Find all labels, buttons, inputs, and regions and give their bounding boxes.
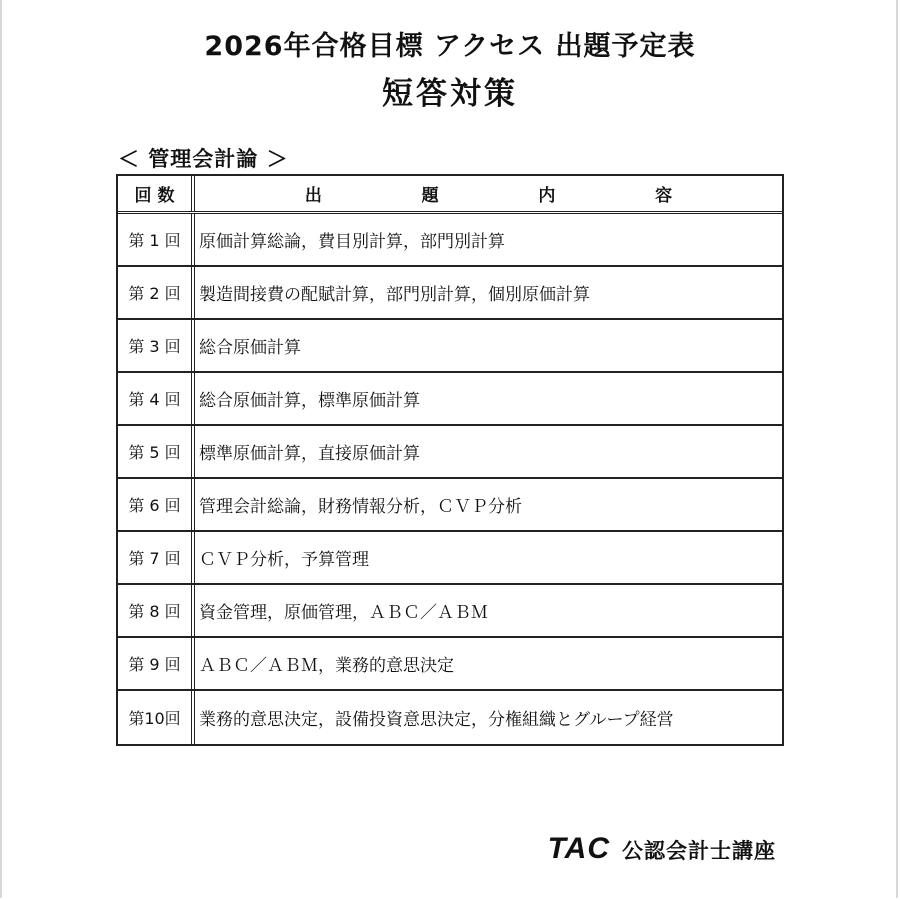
content-cell: 総合原価計算，標準原価計算 bbox=[199, 391, 420, 411]
round-cell: 第 4 回 bbox=[118, 373, 195, 424]
table-row bbox=[118, 426, 782, 479]
content-cell: 標準原価計算，直接原価計算 bbox=[199, 444, 420, 464]
content-cell: 業務的意思決定，設備投資意思決定，分権組織とグループ経営 bbox=[199, 710, 674, 730]
round-cell: 第 3 回 bbox=[118, 320, 195, 371]
tac-logo: TAC bbox=[547, 832, 610, 865]
header-content bbox=[195, 176, 782, 211]
content-cell: 資金管理，原価管理，ＡＢＣ／ＡＢＭ bbox=[199, 603, 488, 623]
content-cell: 管理会計総論，財務情報分析，ＣＶＰ分析 bbox=[199, 497, 522, 517]
header-content-char: 内 bbox=[538, 186, 556, 206]
footer-course-name: 公認会計士講座 bbox=[622, 839, 776, 863]
table-row bbox=[118, 479, 782, 532]
table-row bbox=[118, 373, 782, 426]
round-cell: 第 1 回 bbox=[118, 214, 195, 265]
content-cell: 原価計算総論，費目別計算，部門別計算 bbox=[199, 232, 505, 252]
round-cell: 第 7 回 bbox=[118, 532, 195, 583]
table-row bbox=[118, 585, 782, 638]
content-cell: ＡＢＣ／ＡＢＭ，業務的意思決定 bbox=[199, 656, 454, 676]
header-content-char: 出 bbox=[304, 186, 322, 206]
content-cell: 製造間接費の配賦計算，部門別計算，個別原価計算 bbox=[199, 285, 590, 305]
table-header-row bbox=[118, 176, 782, 214]
table-row bbox=[118, 214, 782, 267]
table-row bbox=[118, 532, 782, 585]
content-cell: ＣＶＰ分析，予算管理 bbox=[199, 550, 369, 570]
round-cell: 第 5 回 bbox=[118, 426, 195, 477]
table-row bbox=[118, 638, 782, 691]
table-row bbox=[118, 320, 782, 373]
round-cell: 第 8 回 bbox=[118, 585, 195, 636]
table-row bbox=[118, 267, 782, 320]
table-row bbox=[118, 691, 782, 744]
document-subtitle: 短答対策 bbox=[382, 76, 518, 112]
round-cell: 第 2 回 bbox=[118, 267, 195, 318]
header-content-char: 題 bbox=[421, 186, 439, 206]
header-content-char: 容 bbox=[655, 186, 673, 206]
round-cell: 第 6 回 bbox=[118, 479, 195, 530]
document-title: 2026年合格目標 アクセス 出題予定表 bbox=[204, 31, 696, 62]
content-cell: 総合原価計算 bbox=[199, 338, 301, 358]
section-heading: ＜ 管理会計論 ＞ bbox=[118, 147, 289, 171]
round-cell: 第10回 bbox=[118, 691, 195, 744]
round-cell: 第 9 回 bbox=[118, 638, 195, 689]
footer bbox=[548, 832, 776, 866]
schedule-table bbox=[116, 174, 784, 746]
header-round: 回数 bbox=[118, 176, 195, 211]
